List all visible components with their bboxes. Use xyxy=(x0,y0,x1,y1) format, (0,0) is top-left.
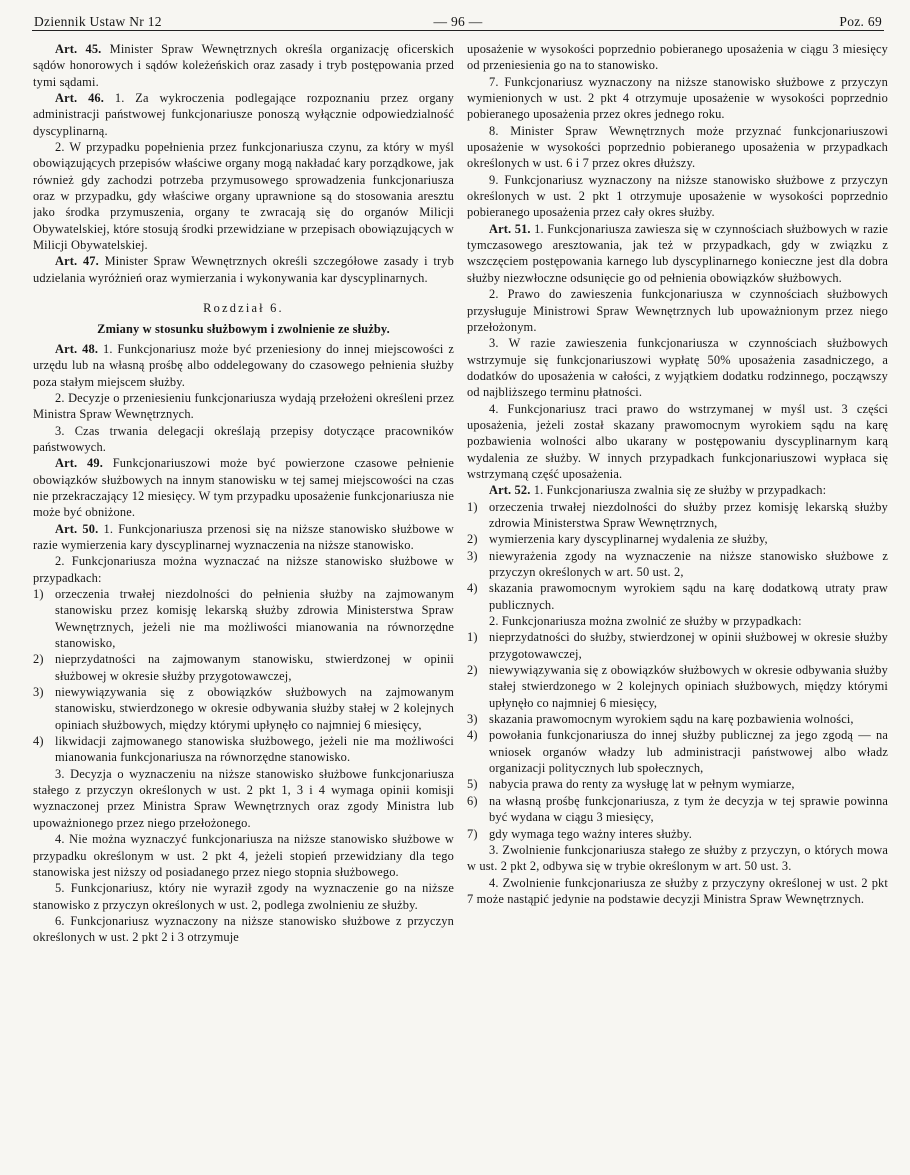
list-item xyxy=(467,548,888,581)
list-item-text: niewywiązywania się z obowiązków służbowych na zajmowanym stanowisku, stwierdzonego w okresie odbywania służby stałej w 2 kolejnych opiniach służbowych, między którymi upłynęło co najmniej 6 miesięcy, xyxy=(55,685,454,732)
art52-paragraph-2: 2. Funkcjonariusza można zwolnić ze służby w przypadkach: xyxy=(489,614,802,629)
art46-label: Art. 46. xyxy=(55,91,105,106)
list-item xyxy=(467,531,888,547)
list-item xyxy=(33,586,454,651)
art49-paragraph xyxy=(33,455,454,520)
art52-item-list-1 xyxy=(467,499,888,613)
art48-paragraph-1 xyxy=(33,341,454,390)
art50-paragraph-7: 7. Funkcjonariusz wyznaczony na niższe stanowisko służbowe z przyczyn wymienionych w ust. 2 pkt 4 otrzymuje uposażenie w wysokości poprzednio pobieranego uposażenia przez okres jednego roku. xyxy=(467,74,888,122)
left-column xyxy=(33,41,454,1171)
art50-text-1: 1. Funkcjonariusza przenosi się na niższe stanowisko służbowe w razie wymierzenia kary dyscyplinarnej wyznaczenia na niższe stanowisko. xyxy=(33,521,454,552)
art50-paragraph-1 xyxy=(33,521,454,554)
list-item-number: 1) xyxy=(33,587,44,601)
list-item-text: niewyrażenia zgody na wyznaczenie na niższe stanowisko służbowe z przyczyn określonych w art. 50 ust. 2, xyxy=(489,548,888,579)
list-item-number: 4) xyxy=(33,734,44,749)
list-item xyxy=(467,793,888,826)
list-item xyxy=(467,776,888,792)
list-item-text: likwidacji zajmowanego stanowiska służbowego, jeżeli nie ma możliwości mianowania funkcjonariusza na równorzędne stanowisko. xyxy=(55,734,454,765)
list-item xyxy=(467,580,888,613)
list-item-text: powołania funkcjonariusza do innej służby publicznej za jego zgodą — na wniosek organów władzy lub administracji państwowej albo władz organizacji politycznych lub społecznych, xyxy=(489,728,888,776)
list-item-text: skazania prawomocnym wyrokiem sądu na karę pozbawienia wolności, xyxy=(489,712,854,727)
art48-paragraph-3: 3. Czas trwania delegacji określają przepisy dotyczące pracowników państwowych. xyxy=(33,423,454,454)
position-number: Poz. 69 xyxy=(839,14,882,29)
art50-paragraph-3: 3. Decyzja o wyznaczeniu na niższe stanowisko służbowe funkcjonariusza stałego z przyczyn określonych w ust. 2 pkt 1, 3 i 4 wymaga opinii komisji wyznaczonej przez Ministra Spraw Wewnętrznych oraz zgody Ministra lub upoważnionego przez niego przełożonego. xyxy=(33,766,454,830)
art46-paragraph-2: 2. W przypadku popełnienia przez funkcjonariusza czynu, za który w myśl obowiązujących przepisów właściwe organy mogą nakładać kary porządkowe, jak również gdy zachodzi potrzeba przymusowego sprowadzenia funkcjonariusza oraz w przypadku, gdy właściwe organy uprawnione są do stosowania aresztu jako środka przymuszenia, organy te zwracają się do organów Milicji Obywatelskiej, które stosują środki przewidziane w przepisach obowiązujących w Milicji Obywatelskiej. xyxy=(33,140,454,253)
list-item-number: 7) xyxy=(467,826,478,841)
art50-label: Art. 50. xyxy=(55,521,99,536)
list-item xyxy=(467,711,888,727)
list-item xyxy=(33,684,454,733)
art50-item-list xyxy=(33,586,454,766)
art51-paragraph-2: 2. Prawo do zawieszenia funkcjonariusza w czynnościach służbowych przysługuje Ministrowi Spraw Wewnętrznych lub upoważnionym przez niego przełożonym. xyxy=(467,287,888,334)
art50-paragraph-8: 8. Minister Spraw Wewnętrznych może przyznać funkcjonariuszowi uposażenie w wysokości poprzednio pobieranego uposażenia w przypadkach określonych w ust. 6 i 7 przez okres dłuższy. xyxy=(467,123,888,171)
art49-label: Art. 49. xyxy=(55,456,103,471)
art50-paragraph-2: 2. Funkcjonariusza można wyznaczać na niższe stanowisko służbowe w przypadkach: xyxy=(33,554,454,585)
right-column xyxy=(467,41,888,1171)
page-number: — 96 — xyxy=(433,14,483,29)
art47-text: Minister Spraw Wewnętrznych określi szczegółowe zasady i tryb udzielania wyróżnień oraz wymierzania i wykonywania kar dyscyplinarnych. xyxy=(33,254,454,285)
list-item xyxy=(467,727,888,776)
chapter-title: Zmiany w stosunku służbowym i zwolnienie ze służby. xyxy=(97,321,390,336)
art47-label: Art. 47. xyxy=(55,254,99,269)
art50-paragraph-9: 9. Funkcjonariusz wyznaczony na niższe stanowisko służbowe z przyczyn określonych w ust. 2 pkt 1 otrzymuje uposażenie w wysokości poprzednio pobieranego uposażenia przez cały okres służby. xyxy=(467,172,888,220)
art50-paragraph-6: 6. Funkcjonariusz wyznaczony na niższe stanowisko służbowe z przyczyn określonych w ust. 2 pkt 2 i 3 otrzymuje xyxy=(33,913,454,945)
list-item-number: 3) xyxy=(33,685,44,700)
list-item-text: na własną prośbę funkcjonariusza, z tym że decyzja w tej sprawie powinna być wydana w ciągu 3 miesięcy, xyxy=(489,793,888,825)
art52-paragraph-1 xyxy=(467,482,888,498)
art45-paragraph xyxy=(33,41,454,90)
list-item xyxy=(467,629,888,662)
list-item xyxy=(467,826,888,842)
list-item xyxy=(467,662,888,711)
list-item-number: 4) xyxy=(467,728,478,743)
list-item-number: 1) xyxy=(467,630,478,645)
art45-text: Minister Spraw Wewnętrznych określa organizację oficerskich sądów honorowych i sądów koleżeńskich oraz zasady i tryb postępowania przed tymi sądami. xyxy=(33,42,454,89)
list-item-number: 2) xyxy=(33,652,44,667)
list-item-text: orzeczenia trwałej niezdolności do służby przez komisję lekarską służby zdrowia Ministerstwa Spraw Wewnętrznych, xyxy=(489,499,888,530)
list-item xyxy=(33,733,454,766)
list-item-number: 2) xyxy=(467,532,478,547)
art52-text-1: 1. Funkcjonariusza zwalnia się ze służby w przypadkach: xyxy=(533,483,827,498)
art46-paragraph-1 xyxy=(33,90,454,139)
art51-paragraph-3: 3. W razie zawieszenia funkcjonariusza w czynnościach służbowych wstrzymuje się funkcjonariuszowi wypłatę 50% uposażenia zasadniczego, a dodatków do uposażenia w całości, z wyjątkiem dodatku rodzinnego, począwszy od najbliższego terminu płatności. xyxy=(467,336,888,400)
list-item-number: 3) xyxy=(467,548,478,563)
art52-paragraph-4: 4. Zwolnienie funkcjonariusza ze służby z przyczyny określonej w ust. 2 pkt 7 może nastąpić jedynie na podstawie decyzji Ministra Spraw Wewnętrznych. xyxy=(467,875,888,906)
list-item-text: niewywiązywania się z obowiązków służbowych w okresie odbywania służby stałej stwierdzonego w 2 kolejnych opiniach służbowych, między którymi upłynęło co najmniej 6 miesięcy, xyxy=(489,663,888,710)
art49-text: Funkcjonariuszowi może być powierzone czasowe pełnienie obowiązków służbowych na innym stanowisku w tej samej miejscowości na czas nie przekraczający 12 miesięcy. W tym przypadku uposażenie funkcjonariusza nie może być obniżone. xyxy=(33,456,454,520)
list-item-number: 5) xyxy=(467,777,478,792)
list-item-text: nieprzydatności do służby, stwierdzonej w opinii służbowej w okresie służby przygotowawczej, xyxy=(489,630,888,661)
list-item-text: nieprzydatności na zajmowanym stanowisku, stwierdzonej w opinii służbowej w okresie służby przygotowawczej, xyxy=(55,652,454,683)
art46-text-1: 1. Za wykroczenia podlegające rozpoznaniu przez organy administracji państwowej funkcjonariusze ponoszą wyłącznie odpowiedzialność dyscyplinarną. xyxy=(33,91,454,138)
art50-paragraph-5: 5. Funkcjonariusz, który nie wyraził zgody na wyznaczenie go na niższe stanowisko z przyczyn określonych w ust. 2, podlega zwolnieniu ze służby. xyxy=(33,881,454,912)
list-item-text: nabycia prawa do renty za wysługę lat w pełnym wymiarze, xyxy=(489,777,795,792)
list-item-text: wymierzenia kary dyscyplinarnej wydalenia ze służby, xyxy=(489,532,768,547)
list-item xyxy=(467,499,888,532)
art51-paragraph-1 xyxy=(467,221,888,286)
art50-paragraph-4: 4. Nie można wyznaczyć funkcjonariusza na niższe stanowisko służbowe w przypadku określonym w ust. 2 pkt 4, jeżeli stopień przewidziany dla tego stanowiska jest niższy od posiadanego przez niego stopnia służbowego. xyxy=(33,832,454,879)
art51-paragraph-4: 4. Funkcjonariusz traci prawo do wstrzymanej w myśl ust. 3 części uposażenia, jeżeli został skazany prawomocnym wyrokiem sądu na karę pozbawienia wolności albo ukarany w postępowaniu dyscyplinarnym karą wydalenia ze służby. W innych przypadkach funkcjonariuszowi wypłaca się wstrzymaną część uposażenia. xyxy=(467,401,888,481)
art52-label: Art. 52. xyxy=(489,483,531,498)
art52-item-list-2 xyxy=(467,629,888,841)
art48-label: Art. 48. xyxy=(55,341,99,356)
art48-text-1: 1. Funkcjonariusz może być przeniesiony do innej miejscowości z urzędu lub na własną prośbę albo oddelegowany do czasowego pełnienia służby poza stałym miejscem służby. xyxy=(33,341,454,389)
list-item-number: 6) xyxy=(467,793,478,808)
list-item xyxy=(33,651,454,684)
list-item-number: 4) xyxy=(467,581,478,596)
art51-text-1: 1. Funkcjonariusza zawiesza się w czynnościach służbowych w razie tymczasowego aresztowania, jak też w przypadkach, gdy w związku z wszczęciem postępowania karnego lub dyscyplinarnego konieczne jest dla dobra służby niezwłoczne odsunięcie go od pełnienia obowiązków służbowych. xyxy=(467,221,888,285)
list-item-text: skazania prawomocnym wyrokiem sądu na karę dodatkową utraty praw publicznych. xyxy=(489,581,888,612)
art45-label: Art. 45. xyxy=(55,42,102,56)
journal-title: Dziennik Ustaw Nr 12 xyxy=(34,14,162,29)
list-item-number: 2) xyxy=(467,663,478,678)
art52-paragraph-3: 3. Zwolnienie funkcjonariusza stałego ze służby z przyczyn, o których mowa w ust. 2 pkt 2, odbywa się w trybie określonym w art. 50 ust. 3. xyxy=(467,842,888,874)
art48-paragraph-2: 2. Decyzje o przeniesieniu funkcjonariusza wydają przełożeni określeni przez Ministra Spraw Wewnętrznych. xyxy=(33,390,454,422)
page-header xyxy=(32,8,884,31)
art51-label: Art. 51. xyxy=(489,221,531,236)
list-item-text: gdy wymaga tego ważny interes służby. xyxy=(489,826,692,841)
list-item-number: 1) xyxy=(467,499,478,514)
list-item-text: orzeczenia trwałej niezdolności do pełnienia służby na zajmowanym stanowisku przez komisję lekarską służby zdrowia Ministerstwa Spraw Wewnętrznych, jeżeli nie ma możliwości mianowania na równorzędne stanowisko, xyxy=(55,587,454,651)
art47-paragraph xyxy=(33,253,454,286)
chapter-heading: Rozdział 6. xyxy=(203,301,284,316)
art50-continuation: uposażenie w wysokości poprzednio pobieranego uposażenia w ciągu 3 miesięcy od przeniesienia go na to stanowisko. xyxy=(467,42,888,73)
list-item-number: 3) xyxy=(467,712,478,727)
